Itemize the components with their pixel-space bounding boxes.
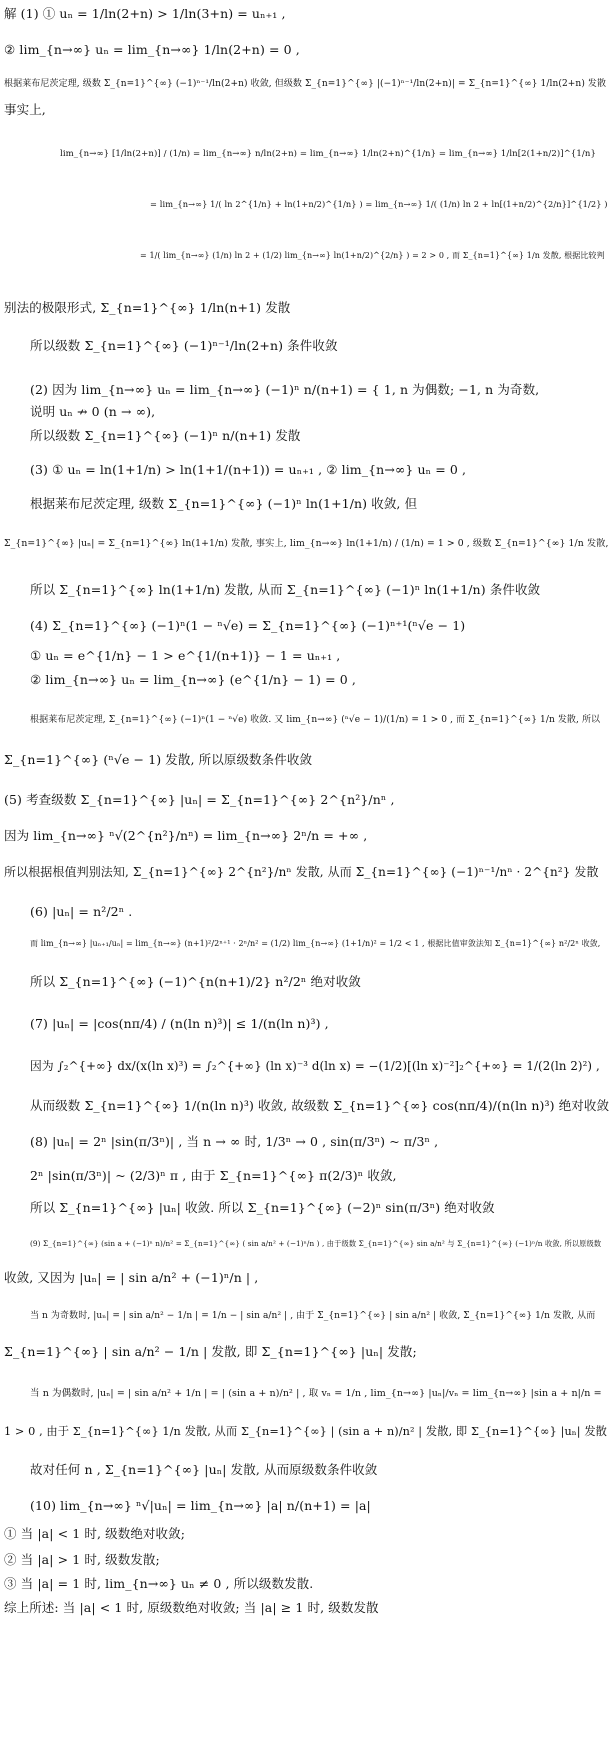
solution-line: = 1/( lim_{n→∞} (1/n) ln 2 + (1/2) lim_{n→∞} ln(1+n/2)^{2/n} ) = 2 > 0 , 而 Σ_{n=1}^{∞} 1/n 发散, 根据比较判 — [140, 251, 605, 260]
solution-line: ③ 当 |a| = 1 时, lim_{n→∞} uₙ ≠ 0 , 所以级数发散. — [4, 1576, 314, 1591]
solution-line: 综上所述: 当 |a| < 1 时, 原级数绝对收敛; 当 |a| ≥ 1 时, 级数发散 — [4, 1600, 379, 1615]
solution-line: = lim_{n→∞} 1/( ln 2^{1/n} + ln(1+n/2)^{1/n} ) = lim_{n→∞} 1/( (1/n) ln 2 + ln[(1+n/2)^{2/n}]^{1/2} ) — [150, 199, 608, 209]
solution-line: lim_{n→∞} [1/ln(2+n)] / (1/n) = lim_{n→∞} n/ln(2+n) = lim_{n→∞} 1/ln(2+n)^{1/n} = lim_{n→∞} 1/ln[2(1+n/2)]^{1/n} — [60, 149, 596, 159]
solution-line: 2ⁿ |sin(π/3ⁿ)| ~ (2/3)ⁿ π , 由于 Σ_{n=1}^{∞} π(2/3)ⁿ 收敛, — [30, 1168, 397, 1183]
solution-line: 因为 lim_{n→∞} ⁿ√(2^{n²}/nⁿ) = lim_{n→∞} 2ⁿ/n = +∞ , — [4, 828, 368, 843]
solution-line: 事实上, — [4, 102, 46, 117]
solution-line: ② 当 |a| > 1 时, 级数发散; — [4, 1552, 160, 1567]
solution-line: (8) |uₙ| = 2ⁿ |sin(π/3ⁿ)| , 当 n → ∞ 时, 1/3ⁿ → 0 , sin(π/3ⁿ) ~ π/3ⁿ , — [30, 1134, 439, 1149]
solution-line: 所以级数 Σ_{n=1}^{∞} (−1)ⁿ n/(n+1) 发散 — [30, 428, 301, 443]
solution-line: 根据莱布尼茨定理, 级数 Σ_{n=1}^{∞} (−1)ⁿ ln(1+1/n) 收敛, 但 — [30, 496, 418, 511]
solution-line: 收敛, 又因为 |uₙ| = | sin a/n² + (−1)ⁿ/n | , — [4, 1270, 259, 1285]
solution-line: (10) lim_{n→∞} ⁿ√|uₙ| = lim_{n→∞} |a| n/(n+1) = |a| — [30, 1498, 371, 1513]
solution-line: Σ_{n=1}^{∞} | sin a/n² − 1/n | 发散, 即 Σ_{n=1}^{∞} |uₙ| 发散; — [4, 1344, 417, 1359]
solution-line: 故对任何 n , Σ_{n=1}^{∞} |uₙ| 发散, 从而原级数条件收敛 — [30, 1462, 378, 1477]
solution-line: (5) 考查级数 Σ_{n=1}^{∞} |uₙ| = Σ_{n=1}^{∞} 2^{n²}/nⁿ , — [4, 792, 395, 807]
solution-line: 根据莱布尼茨定理, 级数 Σ_{n=1}^{∞} (−1)ⁿ⁻¹/ln(2+n) 收敛, 但级数 Σ_{n=1}^{∞} |(−1)ⁿ⁻¹/ln(2+n)| = Σ_{n=1}^{∞} 1/ln(2+n) 发散 — [4, 79, 607, 89]
solution-line: 所以 Σ_{n=1}^{∞} ln(1+1/n) 发散, 从而 Σ_{n=1}^{∞} (−1)ⁿ ln(1+1/n) 条件收敛 — [30, 582, 541, 597]
solution-line: 所以 Σ_{n=1}^{∞} |uₙ| 收敛. 所以 Σ_{n=1}^{∞} (−2)ⁿ sin(π/3ⁿ) 绝对收敛 — [30, 1200, 495, 1215]
solution-line: ① uₙ = e^{1/n} − 1 > e^{1/(n+1)} − 1 = uₙ₊₁ , — [30, 648, 341, 663]
solution-line: 1 > 0 , 由于 Σ_{n=1}^{∞} 1/n 发散, 从而 Σ_{n=1}^{∞} | (sin a + n)/n² | 发散, 即 Σ_{n=1}^{∞} |uₙ| 发散 — [4, 1425, 608, 1438]
solution-line: (2) 因为 lim_{n→∞} uₙ = lim_{n→∞} (−1)ⁿ n/(n+1) = { 1, n 为偶数; −1, n 为奇数, — [30, 382, 540, 397]
solution-line: 所以级数 Σ_{n=1}^{∞} (−1)ⁿ⁻¹/ln(2+n) 条件收敛 — [30, 338, 338, 353]
solution-line: 所以根据根值判别法知, Σ_{n=1}^{∞} 2^{n²}/nⁿ 发散, 从而 Σ_{n=1}^{∞} (−1)ⁿ⁻¹/nⁿ · 2^{n²} 发散 — [4, 865, 599, 879]
solution-line: (7) |uₙ| = |cos(nπ/4) / (n(ln n)³)| ≤ 1/(n(ln n)³) , — [30, 1016, 329, 1031]
solution-line: 别法的极限形式, Σ_{n=1}^{∞} 1/ln(n+1) 发散 — [4, 300, 291, 315]
solution-line: 从而级数 Σ_{n=1}^{∞} 1/(n(ln n)³) 收敛, 故级数 Σ_{n=1}^{∞} cos(nπ/4)/(n(ln n)³) 绝对收敛 — [30, 1098, 610, 1113]
solution-line: (9) Σ_{n=1}^{∞} (sin a + (−1)ⁿ n)/n² = Σ_{n=1}^{∞} ( sin a/n² + (−1)ⁿ/n ) , 由于级数 Σ_{n=1}^{∞} sin a/n² 与 Σ_{n=1}^{∞} (−1)ⁿ/n 收敛, 所以原级数 — [30, 1239, 602, 1248]
solution-line: 而 lim_{n→∞} |uₙ₊₁/uₙ| = lim_{n→∞} (n+1)²/2ⁿ⁺¹ · 2ⁿ/n² = (1/2) lim_{n→∞} (1+1/n)² = 1/2 < 1 , 根据比值审敛法知 Σ_{n=1}^{∞} n²/2ⁿ 收敛, — [30, 939, 601, 948]
solution-line: (4) Σ_{n=1}^{∞} (−1)ⁿ(1 − ⁿ√e) = Σ_{n=1}^{∞} (−1)ⁿ⁺¹(ⁿ√e − 1) — [30, 618, 466, 633]
solution-line: 说明 uₙ ↛ 0 (n → ∞), — [30, 404, 156, 419]
solution-line: (3) ① uₙ = ln(1+1/n) > ln(1+1/(n+1)) = uₙ₊₁ , ② lim_{n→∞} uₙ = 0 , — [30, 462, 467, 477]
solution-line: 因为 ∫₂^{+∞} dx/(x(ln x)³) = ∫₂^{+∞} (ln x)⁻³ d(ln x) = −(1/2)[(ln x)⁻²]₂^{+∞} = 1/(2(ln 2)²) , — [30, 1059, 600, 1073]
solution-line: ① 当 |a| < 1 时, 级数绝对收敛; — [4, 1526, 186, 1541]
solution-line: 根据莱布尼茨定理, Σ_{n=1}^{∞} (−1)ⁿ(1 − ⁿ√e) 收敛. 又 lim_{n→∞} (ⁿ√e − 1)/(1/n) = 1 > 0 , 而 Σ_{n=1}^{∞} 1/n 发散, 所以 — [30, 715, 601, 725]
solution-line: Σ_{n=1}^{∞} (ⁿ√e − 1) 发散, 所以原级数条件收敛 — [4, 752, 313, 767]
solution-line: 解 (1) ① uₙ = 1/ln(2+n) > 1/ln(3+n) = uₙ₊₁ , — [4, 6, 286, 21]
solution-line: Σ_{n=1}^{∞} |uₙ| = Σ_{n=1}^{∞} ln(1+1/n) 发散, 事实上, lim_{n→∞} ln(1+1/n) / (1/n) = 1 > 0 , 级数 Σ_{n=1}^{∞} 1/n 发散, — [4, 538, 609, 549]
solution-line: 所以 Σ_{n=1}^{∞} (−1)^{n(n+1)/2} n²/2ⁿ 绝对收敛 — [30, 974, 361, 989]
solution-line: (6) |uₙ| = n²/2ⁿ . — [30, 904, 133, 919]
solution-line: 当 n 为奇数时, |uₙ| = | sin a/n² − 1/n | = 1/n − | sin a/n² | , 由于 Σ_{n=1}^{∞} | sin a/n² | 收敛, Σ_{n=1}^{∞} 1/n 发散, 从而 — [30, 1311, 596, 1321]
solution-line: ② lim_{n→∞} uₙ = lim_{n→∞} 1/ln(2+n) = 0 , — [4, 42, 300, 57]
solution-line: 当 n 为偶数时, |uₙ| = | sin a/n² + 1/n | = | (sin a + n)/n² | , 取 vₙ = 1/n , lim_{n→∞} |uₙ|/vₙ = lim_{n→∞} |sin a + n|/n = — [30, 1388, 602, 1399]
solution-line: ② lim_{n→∞} uₙ = lim_{n→∞} (e^{1/n} − 1) = 0 , — [30, 672, 356, 687]
